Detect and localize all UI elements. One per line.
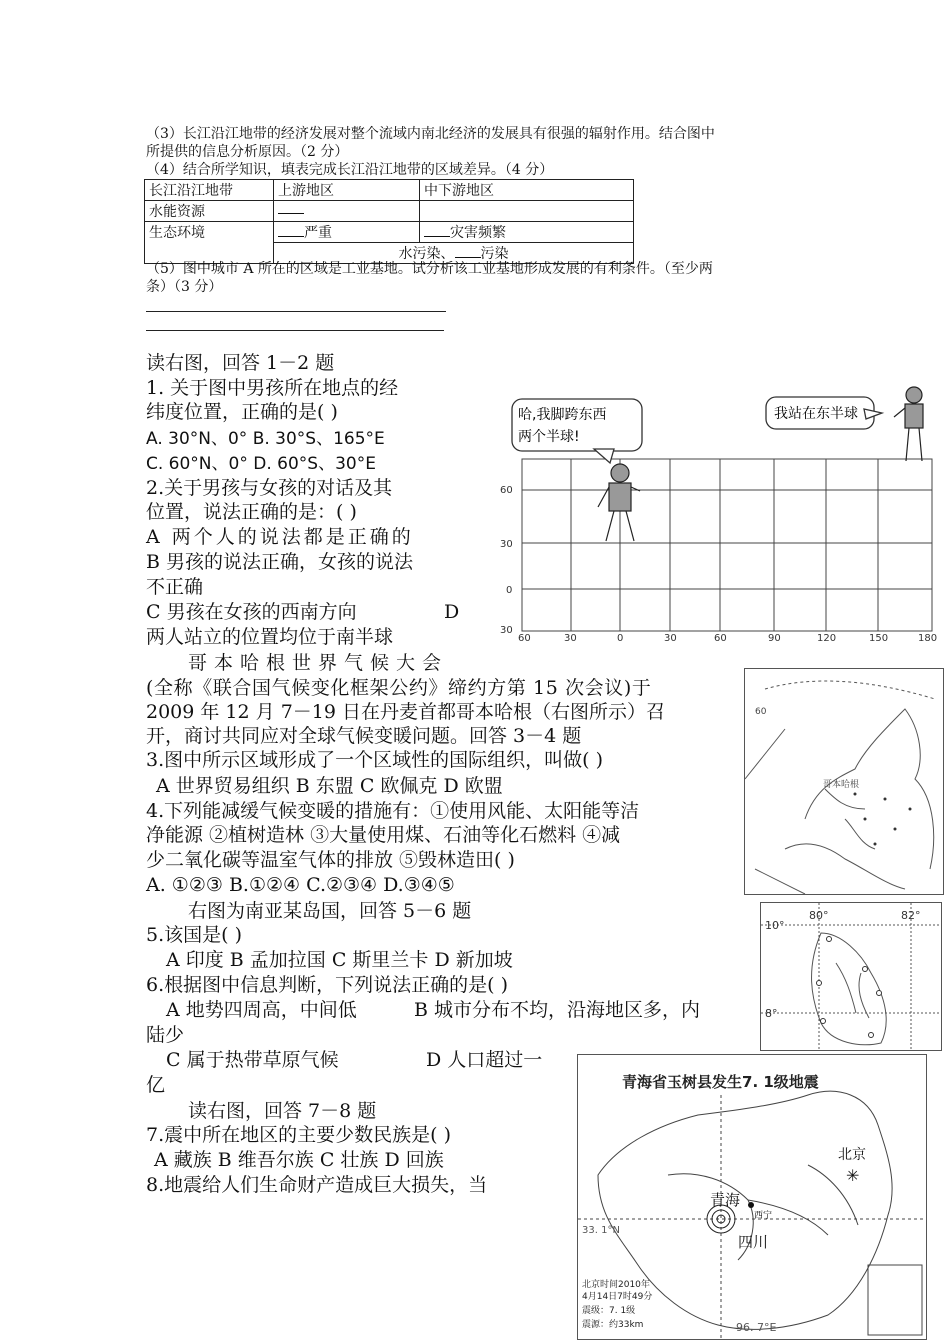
q8-question: 8.地震给人们生命财产造成巨大损失，当 (146, 1174, 488, 1196)
y-tick-60: 60 (500, 485, 513, 496)
q1-line1: 1. 关于图中男孩所在地点的经 (146, 377, 399, 399)
q2-option-d-label: D (444, 601, 460, 623)
sri-lanka-map-svg (761, 903, 941, 1050)
info-depth: 震源：约33km (582, 1320, 644, 1330)
q6-option-a: A 地势四周高，中间低 (166, 999, 357, 1021)
region-difference-table (144, 179, 634, 264)
y-tick-30n: 30 (500, 539, 513, 550)
europe-map-svg (745, 669, 943, 894)
china-earthquake-map-figure (577, 1054, 927, 1340)
q3-question: 3.图中所示区域形成了一个区域性的国际组织，叫做( ) (146, 749, 603, 771)
boy-speech-1: 哈,我脚跨东西 (518, 407, 607, 423)
hemisphere-grid-figure (494, 383, 940, 645)
copenhagen-line2: (全称《联合国气候变化框架公约》缔约方第 15 次会议)于 (146, 677, 652, 699)
copenhagen-line4: 开，商讨共同应对全球气候变暖问题。回答 3－4 题 (146, 725, 582, 747)
q4-line3: 少二氧化碳等温室气体的排放 ⑤毁林造田( ) (146, 849, 515, 871)
x-tick-30w: 30 (564, 633, 577, 644)
q6-option-b-1: B 城市分布不均，沿海地区多，内 (414, 999, 701, 1021)
q2-line1: 2.关于男孩与女孩的对话及其 (146, 477, 393, 499)
q2-option-b-1: B 男孩的说法正确，女孩的说法 (146, 551, 414, 573)
q2-line2: 位置，说法正确的是：( ) (146, 501, 357, 523)
europe-lat-60: 60 (755, 707, 767, 717)
info-magnitude: 震级：7. 1级 (582, 1306, 636, 1316)
europe-map-figure (744, 668, 944, 895)
q6-question: 6.根据图中信息判断，下列说法正确的是( ) (146, 974, 508, 996)
girl-speech: 我站在东半球 (774, 406, 858, 422)
y-tick-30s: 30 (500, 625, 513, 636)
x-tick-120e: 120 (817, 633, 837, 644)
info-time-2: 4月14日7时49分 (582, 1292, 653, 1302)
q7-question: 7.震中所在地区的主要少数民族是( ) (146, 1124, 451, 1146)
q4-text: （4）结合所学知识，填表完成长江沿江地带的区域差异。（4 分） (146, 162, 554, 178)
lon-82-label: 82° (901, 909, 921, 922)
q2-option-a: A 两个人的说法都是正确的 (146, 526, 414, 548)
table-text-pollution: 污染 (480, 246, 509, 262)
x-tick-30e: 30 (664, 633, 677, 644)
q2-option-c: C 男孩在女孩的西南方向 (146, 601, 357, 623)
q5-text-line1: （5）图中城市 A 所在的区域是工业基地。试分析该工业基地形成发展的有利条件。（至少两 (146, 261, 713, 277)
info-time-1: 北京时间2010年 (582, 1280, 650, 1290)
xining-label: 西宁 (754, 1211, 773, 1221)
earthquake-map-title: 青海省玉树县发生7. 1级地震 (622, 1073, 819, 1091)
q2-option-d-text: 两人站立的位置均位于南半球 (146, 626, 394, 648)
table-header-upstream: 上游地区 (274, 180, 420, 201)
q6-option-c: C 属于热带草原气候 (166, 1049, 339, 1071)
sri-lanka-map-figure (760, 902, 942, 1051)
lat-8-label: 8° (765, 1007, 778, 1020)
table-cell-upstream-ecology[interactable] (274, 222, 420, 243)
q4-line1: 4.下列能减缓气候变暖的措施有：①使用风能、太阳能等洁 (146, 800, 640, 822)
table-row-hydropower-label: 水能资源 (145, 201, 274, 222)
q5-question: 5.该国是( ) (146, 924, 242, 946)
q1-options-2: C. 60°N、0° D. 60°S、30°E (146, 454, 376, 474)
lat-label: 33. 1°N (582, 1225, 620, 1236)
q2-option-b-2: 不正确 (146, 576, 204, 598)
beijing-label: 北京 (838, 1147, 866, 1163)
x-tick-60e: 60 (714, 633, 727, 644)
china-earthquake-map-svg (578, 1055, 926, 1339)
intro-7-8: 读右图，回答 7－8 题 (188, 1100, 377, 1122)
x-tick-90e: 90 (768, 633, 781, 644)
q5-options: A 印度 B 孟加拉国 C 斯里兰卡 D 新加坡 (166, 949, 513, 971)
y-tick-0: 0 (506, 585, 513, 596)
girl-figure (894, 387, 923, 461)
copenhagen-label: 哥本哈根 (823, 780, 860, 790)
beijing-star-icon: ✳ (846, 1166, 860, 1185)
lon-80-label: 80° (809, 909, 829, 922)
lat-10-label: 10° (765, 919, 785, 932)
table-cell-downstream-ecology[interactable] (420, 222, 634, 243)
table-row-ecology-label: 生态环境 (145, 222, 274, 264)
table-cell-empty (420, 201, 634, 222)
q6-option-b-2: 陆少 (146, 1024, 185, 1046)
q7-options: A 藏族 B 维吾尔族 C 壮族 D 回族 (154, 1149, 444, 1171)
q3-text-line1: （3）长江沿江地带的经济发展对整个流域内南北经济的发展具有很强的辐射作用。结合图中 (146, 126, 715, 142)
lon-label: 96. 7°E (736, 1321, 777, 1334)
hemisphere-grid-svg (494, 383, 940, 645)
q3-options: A 世界贸易组织 B 东盟 C 欧佩克 D 欧盟 (156, 775, 503, 797)
q4-line2: 净能源 ②植树造林 ③大量使用煤、石油等化石燃料 ④减 (146, 824, 621, 846)
intro-1-2: 读右图，回答 1－2 题 (146, 352, 335, 374)
boy-speech-2: 两个半球! (518, 429, 580, 445)
x-tick-180: 180 (918, 633, 938, 644)
q1-options-1: A. 30°N、0° B. 30°S、165°E (146, 429, 385, 449)
table-header-region: 长江沿江地带 (145, 180, 274, 201)
qinghai-label: 青海 (710, 1191, 741, 1209)
q6-option-d-1: D 人口超过一 (426, 1049, 543, 1071)
q6-option-d-2: 亿 (146, 1074, 166, 1096)
boy-figure (598, 464, 640, 541)
sichuan-label: 四川 (738, 1233, 769, 1251)
table-blank-hydropower[interactable] (274, 201, 420, 222)
x-tick-150e: 150 (869, 633, 889, 644)
copenhagen-line3: 2009 年 12 月 7－19 日在丹麦首都哥本哈根（右图所示）召 (146, 701, 665, 723)
copenhagen-line1: 哥本哈根世界气候大会 (188, 652, 449, 674)
table-text-water-pollution: 水污染、 (398, 246, 455, 262)
x-tick-0: 0 (617, 633, 624, 644)
q5-text-line2: 条）（3 分） (146, 279, 223, 295)
xining-dot (748, 1202, 754, 1208)
answer-line-1[interactable] (146, 311, 446, 312)
intro-5-6: 右图为南亚某岛国，回答 5－6 题 (188, 900, 472, 922)
q1-line2: 纬度位置，正确的是( ) (146, 401, 338, 423)
q3-text-line2: 所提供的信息分析原因。（2 分） (146, 144, 349, 160)
table-text-disaster: 灾害频繁 (450, 225, 506, 241)
q4-options: A. ①②③ B.①②④ C.②③④ D.③④⑤ (146, 874, 455, 896)
x-tick-60w: 60 (518, 633, 531, 644)
answer-line-2[interactable] (146, 330, 444, 331)
table-header-downstream: 中下游地区 (420, 180, 634, 201)
table-text-severe: 严重 (304, 225, 332, 241)
